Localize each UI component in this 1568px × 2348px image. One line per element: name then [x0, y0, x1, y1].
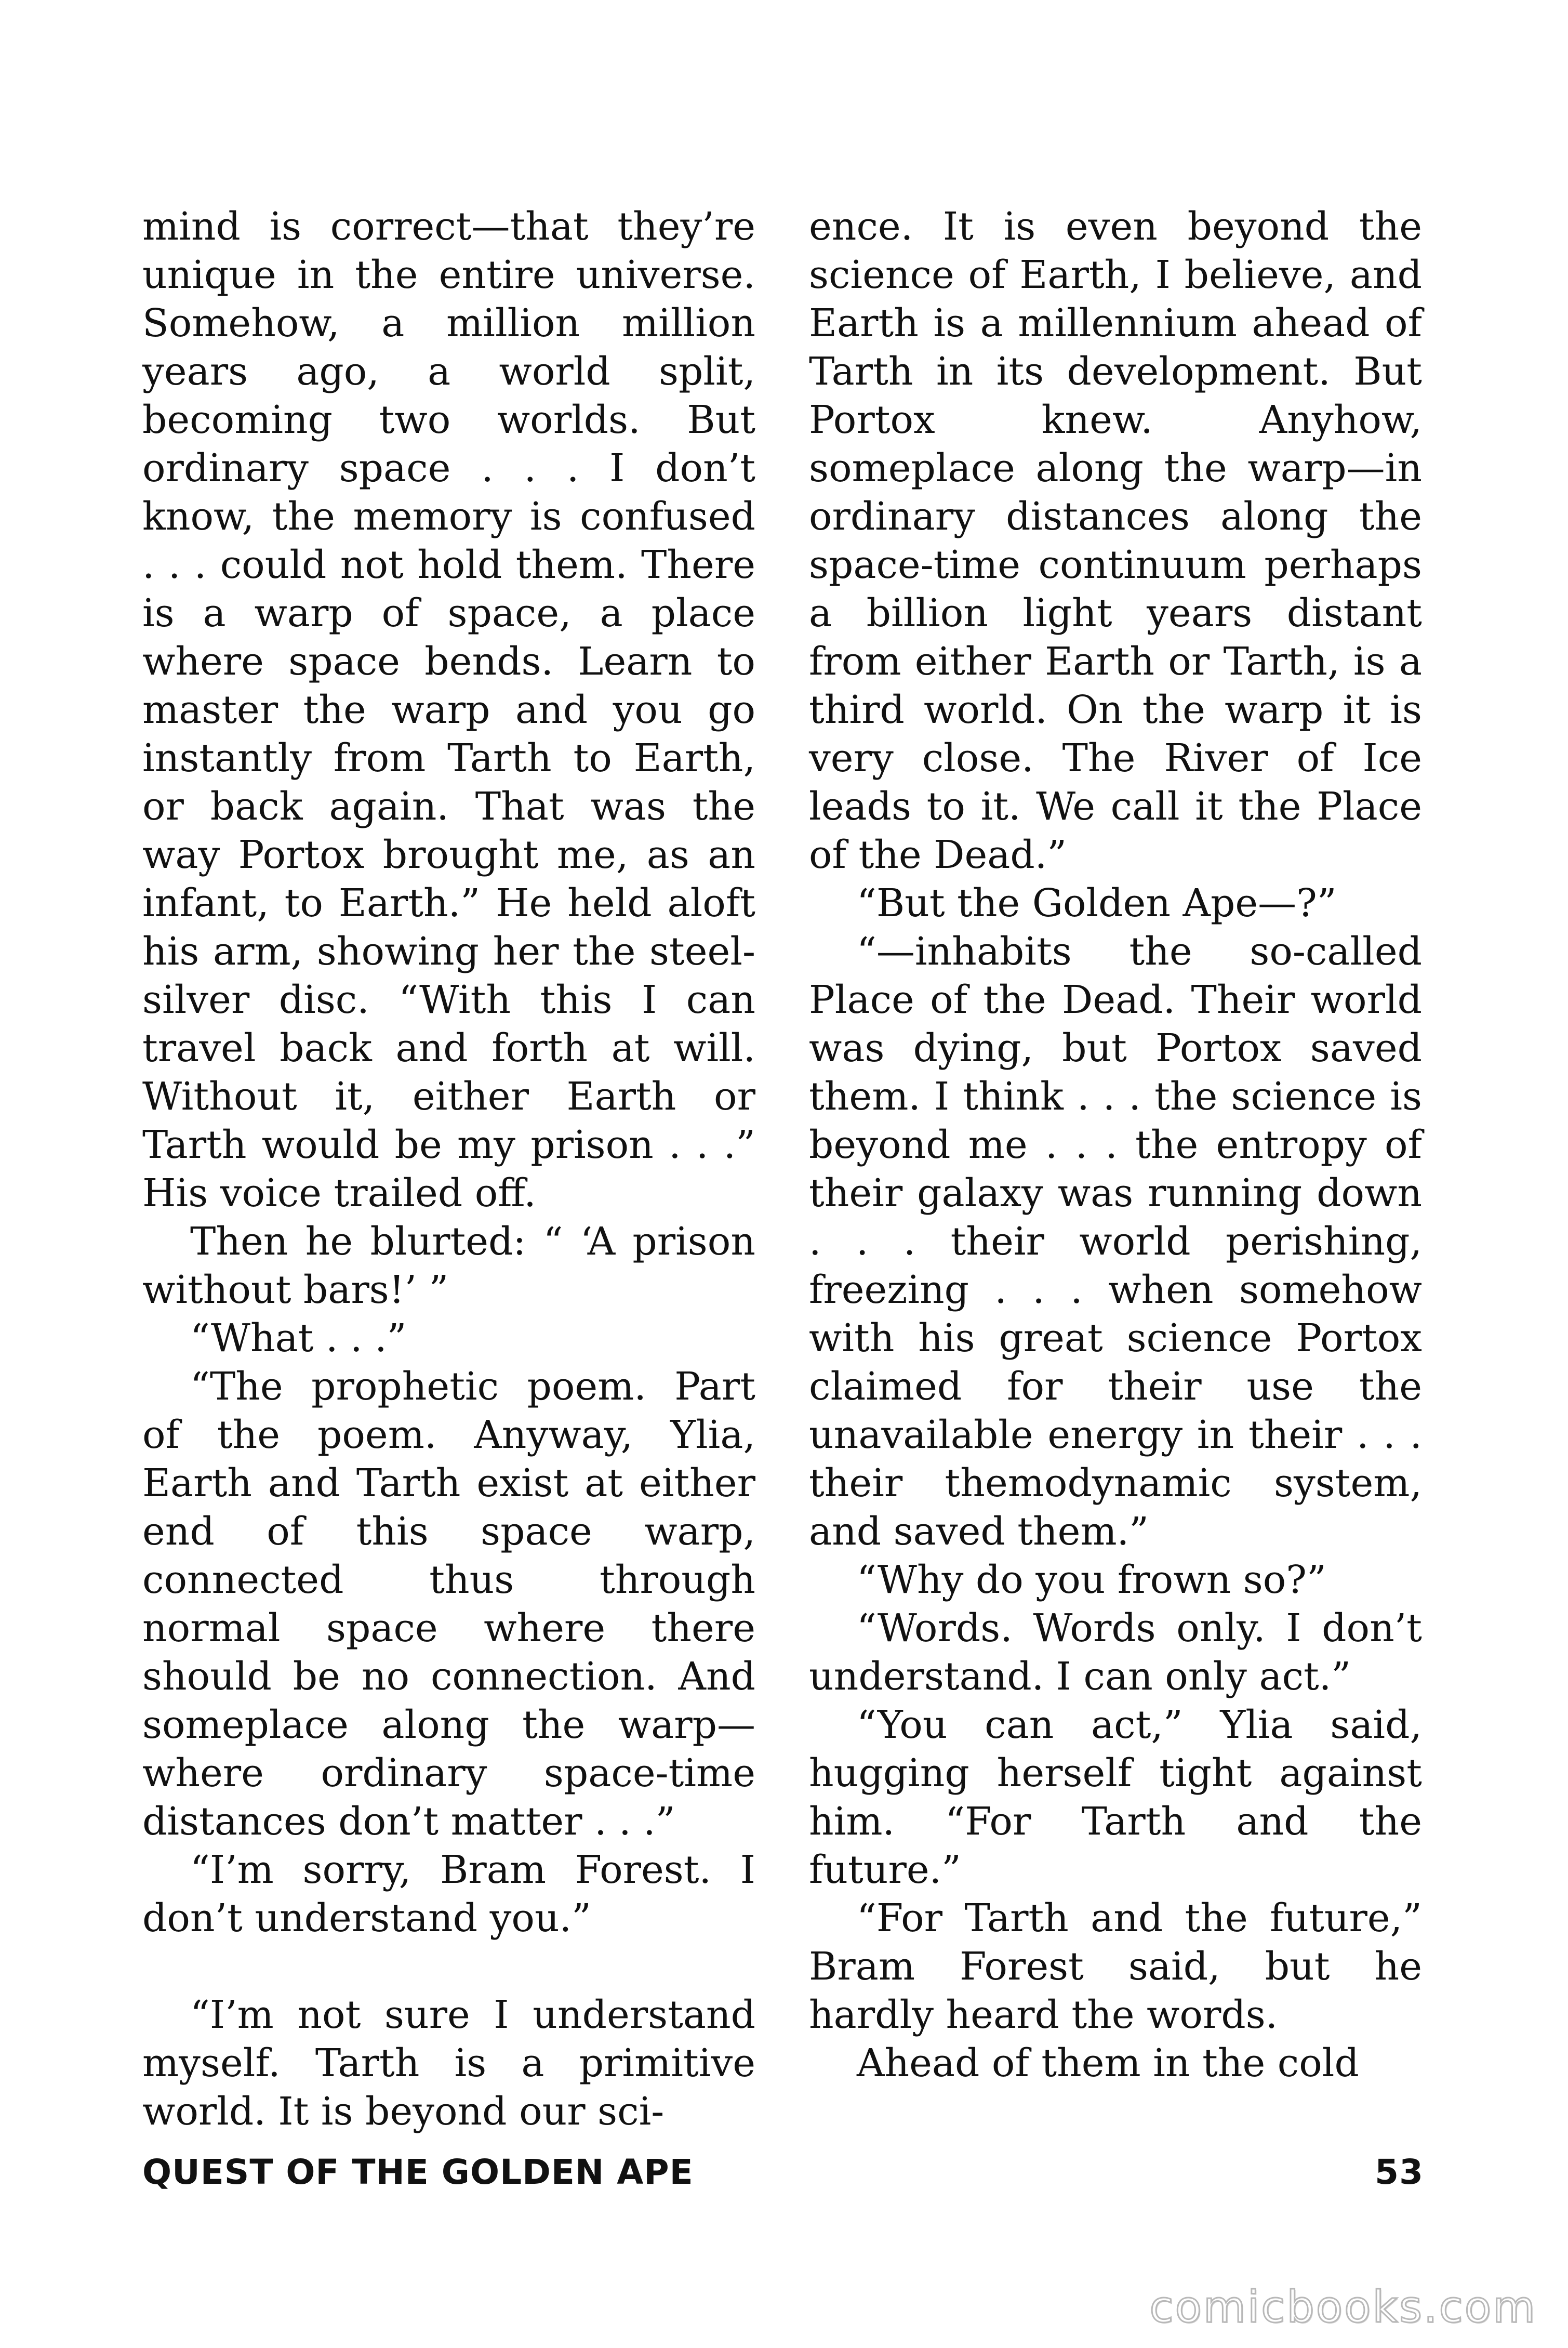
paragraph: “What . . .”	[190, 1316, 407, 1361]
paragraph: “Words. Words only. I don’t understand. I can only act.”	[809, 1606, 1422, 1699]
paragraph: Then he blurted: “ ‘A prison without bars!’ ”	[142, 1219, 755, 1312]
paragraph: “You can act,” Ylia said, hugging herself tight against him. “For Tarth and the future.”	[809, 1703, 1422, 1892]
paragraph: “Why do you frown so?”	[857, 1558, 1326, 1602]
paragraph: mind is correct—that they’re unique in the entire universe. Somehow, a million million years ago, a world split, becoming two worlds. But ordinary space . . . I don’t know, the memory is confused . . . could not hold them. There is a warp of space, a place where space bends. Learn to master the warp and you go instantly from Tarth to Earth, or back again. That was the way Portox brought me, as an infant, to Earth.” He held aloft his arm, showing her the steel-silver disc. “With this I can travel back and forth at will. Without it, either Earth or Tarth would be my prison . . .” His voice trailed off.	[142, 204, 755, 1216]
running-title: QUEST OF THE GOLDEN APE	[142, 2152, 694, 2192]
paragraph: “I’m not sure I understand myself. Tarth is a primitive world. It is beyond our sci-	[142, 1993, 755, 2134]
paragraph: “I’m sorry, Bram Forest. I don’t understand you.”	[142, 1848, 755, 1941]
watermark-logo: comicbooks.com	[1149, 2281, 1537, 2332]
paragraph: “—inhabits the so-called Place of the Dead. Their world was dying, but Portox saved them. I think . . . the science is beyond me . . . the entropy of their galaxy was running down . . . their world perishing, freezing . . . when somehow with his great science Portox claimed for their use the unavailable energy in their . . . their themodynamic system, and saved them.”	[809, 929, 1422, 1554]
right-text-column	[809, 203, 1422, 2088]
page-footer	[142, 2146, 1424, 2198]
left-text-column	[142, 203, 755, 2136]
paragraph: Ahead of them in the cold	[857, 2041, 1359, 2086]
page-number: 53	[1375, 2152, 1424, 2192]
paragraph: “But the Golden Ape—?”	[857, 881, 1337, 926]
paragraph: “The prophetic poem. Part of the poem. Anyway, Ylia, Earth and Tarth exist at either end of this space warp, connected thus through normal space where there should be no connection. And someplace along the warp—where ordinary space-time distances don’t matter . . .”	[142, 1364, 755, 1844]
paragraph: “For Tarth and the future,” Bram Forest said, but he hardly heard the words.	[809, 1896, 1422, 2037]
paragraph: ence. It is even beyond the science of Earth, I believe, and Earth is a millennium ahead of Tarth in its development. But Portox knew. Anyhow, someplace along the warp—in ordinary distances along the space-time continuum perhaps a billion light years distant from either Earth or Tarth, is a third world. On the warp it is very close. The River of Ice leads to it. We call it the Place of the Dead.”	[809, 204, 1422, 877]
